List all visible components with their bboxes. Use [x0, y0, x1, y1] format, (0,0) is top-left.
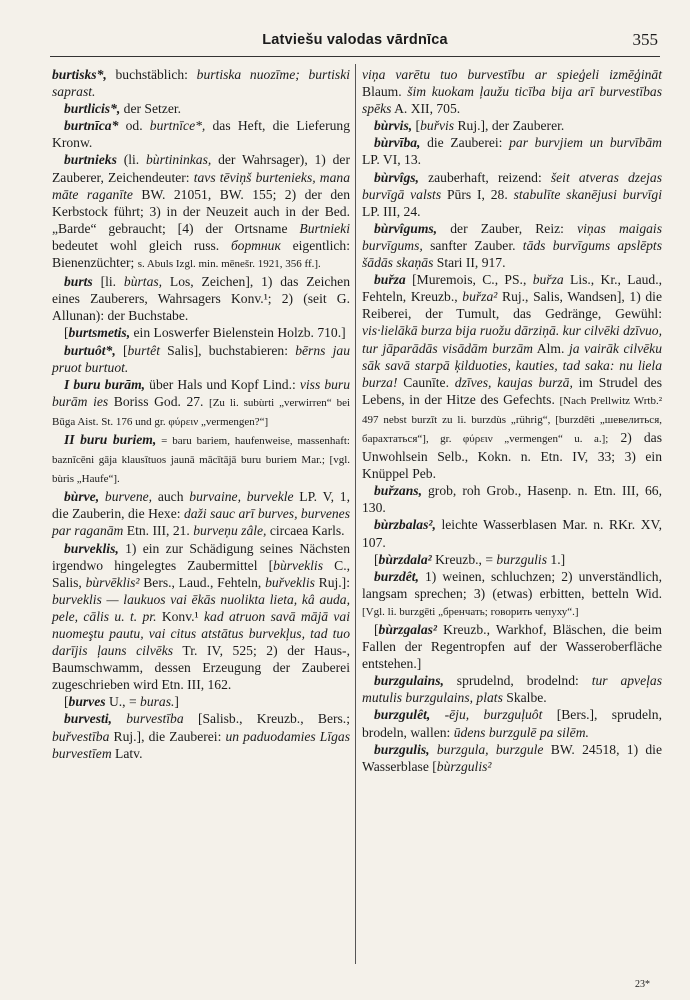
entry-headword: burzdêt, [374, 568, 419, 584]
entry-text: Kreuzb., Warkhof, Bläschen, die beim Fallen der Regentropfen auf der Wasseroberfläche entstehen.] [362, 622, 662, 672]
entry-headword: I buru burām, [64, 376, 146, 392]
entry-text: circaea Karls. [266, 523, 345, 539]
entry-text: [ [412, 118, 421, 134]
dictionary-entry [52, 540, 350, 694]
entry-headword: bùrzgalas² [378, 622, 438, 637]
entry-text: [Muremois, C., PS., [405, 272, 533, 288]
entry-headword: bùrzdala² [378, 551, 432, 567]
entry-text: auch [152, 489, 190, 505]
entry-text: [ [64, 694, 69, 710]
entry-text: Lis., Kr., Laud., Fehteln, Kreuzb., [362, 272, 663, 305]
entry-headword: burves [68, 694, 106, 710]
entry-text: BW. 21051, BW. 155; 2) der den Kerbstock führt; 3) in der Neuzeit auch in der Bed. „Barde“ gebraucht; [4) der Ortsname [52, 186, 350, 236]
entry-example: par burvjiem un burvībām [509, 135, 662, 151]
entry-text: Kreuzb., = [431, 551, 497, 567]
entry-example: buras. [140, 694, 175, 710]
entry-example: viss buru burām ies [52, 376, 350, 409]
entry-text: Los, Zeichen], 1) das Zeichen eines Zauberers, Wahrsagers Konv.¹; 2) (seit G. Allunan): der Buchstabe. [52, 274, 351, 324]
entry-headword: bùrzbalas², [374, 517, 436, 533]
dictionary-entry [52, 710, 350, 761]
entry-text [430, 707, 444, 722]
signature-mark: 23* [635, 979, 650, 990]
entry-headword: burtnīca* [64, 118, 119, 134]
dictionary-entry [362, 741, 662, 775]
dictionary-entry [362, 117, 662, 134]
entry-example: burvaine, burvekle [189, 489, 294, 505]
page-number: 355 [632, 30, 658, 49]
dictionary-entry [362, 706, 662, 740]
entry-example: ūdens burzgulē pa silēm. [453, 724, 589, 740]
entry-headword: bùrvība, [374, 135, 421, 151]
column-divider [355, 64, 356, 964]
dictionary-entry [52, 117, 350, 151]
right-column [362, 66, 662, 775]
entry-example: bērns jau pruot burtuot. [52, 342, 350, 375]
entry-text: der Wahrsager), 1) der Zauberer, Zeichendeuter: [52, 152, 350, 185]
entry-text: Salis], buchstabieren: [159, 342, 296, 358]
entry-example: viņas maigais burvīgums, [362, 220, 662, 253]
entry-example: buřvestība [52, 728, 110, 744]
entry-text: ein Loswerfer Bielenstein Holzb. 710.] [130, 325, 346, 341]
entry-text: bedeutet wohl gleich russ. [52, 237, 232, 253]
entry-example: tur apveļas mutulis burzgulains, plats [362, 673, 662, 706]
entry-example: burtêt [127, 342, 160, 358]
entry-headword: burtisks*, [52, 67, 107, 82]
entry-text: Stari II, 917. [433, 255, 506, 271]
entry-headword: bùrvis, [374, 118, 413, 134]
entry-text: LP. VI, 13. [362, 152, 422, 168]
entry-text: Boriss God. 27. [108, 393, 210, 409]
entry-text: [li. [92, 274, 124, 290]
entry-example: tāds burvīgums apslēpts šādās skaņās [362, 237, 662, 271]
entry-headword: bùrvîgums, [374, 220, 438, 236]
entry-example: bùrvēklis² [85, 574, 140, 590]
entry-text: Ruj.]: [314, 574, 350, 590]
entry-example: buřvis [420, 118, 455, 134]
entry-example: daži sauc arī burves, burvenes par raganām [52, 506, 351, 539]
entry-text: grob, roh Grob., Hasenp. n. Etn. III, 66, 130. [362, 483, 662, 516]
entry-note: [Vgl. li. burzgēti „бренчать; говорить чепуху“.] [362, 605, 579, 618]
entry-note: = baru bariem, haufenweise, massenhaft: baznīcēni gāja klausītuos jaunā mācītājā buru buriem Mar.; [vgl. bùris „Haufe“]. [52, 434, 350, 486]
dictionary-entry [52, 151, 350, 273]
entry-text: C., Salis, [52, 557, 351, 590]
dictionary-entry [52, 342, 350, 376]
entry-text: 1.] [547, 551, 566, 567]
dictionary-entry [362, 169, 662, 220]
entry-text: Blaum. [362, 84, 408, 100]
entry-text: Pūrs I, 28. [441, 186, 514, 202]
entry-example: burtnīce*, [149, 118, 206, 134]
entry-example: bùrtininkas, [145, 152, 212, 168]
entry-text: die Zauberei: [420, 135, 510, 151]
entry-example: buřveklis [265, 574, 315, 590]
dictionary-entry [52, 376, 350, 431]
dictionary-entry [52, 273, 350, 324]
dictionary-entry [362, 220, 662, 271]
entry-text: der Setzer. [120, 101, 182, 117]
dictionary-entry [52, 324, 350, 341]
entry-text: buchstäblich: [106, 67, 197, 82]
entry-text: [Salisb., Kreuzb., Bers.; [183, 711, 350, 727]
entry-text: Tr. IV, 525; 2) der Haus-, Baumschwamm, dessen Erzeugung der Zauberei zugeschrieben wird Etn. III, 162. [52, 643, 350, 693]
entry-example: ja vairāk cilvēku sāk savā starpā ķilduoties, kauties, tad saka: nu liela burza! [362, 340, 662, 390]
left-column [52, 66, 350, 762]
page-header [50, 30, 660, 57]
dictionary-entry [362, 568, 662, 621]
dictionary-entry [52, 66, 350, 100]
entry-example: stabulīte skanējusi burvīgi [513, 186, 662, 202]
entry-note: [Zu li. subùrti „verwirren“ bei Būga Aist. St. 176 und gr. φύρειν „vermengen?“] [52, 396, 351, 428]
entry-text: [Bers.], sprudeln, brodeln, wallen: [362, 707, 662, 740]
entry-headword: burtuôt*, [64, 342, 116, 358]
entry-text: LP. V, 1, die Zauberin, die Hexe: [52, 489, 350, 522]
entry-example: tavs tēviņš burtenieks, mana māte raganīte [52, 169, 350, 202]
entry-text: leichte Wasserblasen Mar. n. RKr. XV, 107. [362, 517, 662, 550]
dictionary-entry [362, 516, 662, 550]
entry-text: [ [374, 551, 379, 567]
entry-example: burzgulis [496, 551, 548, 567]
entry-text: Skalbe. [502, 690, 547, 706]
dictionary-entry [52, 100, 350, 117]
dictionary-entry [52, 431, 350, 488]
entry-example: un paduodamies Līgas burvestīem [52, 728, 350, 761]
entry-headword: burtsmetis, [68, 325, 131, 341]
entry-example: burtiska nuozīme; burtiski saprast. [52, 67, 351, 100]
entry-example: bùrtas, [123, 274, 163, 290]
entry-example: burveņu zâle, [193, 523, 267, 539]
entry-text: [ [374, 622, 379, 637]
entry-note: s. Abuls Izgl. min. mēnešr. 1921, 356 ff.]. [137, 258, 321, 271]
entry-example: dzīves, kaujas burzā, [454, 374, 573, 390]
entry-text: 1) weinen, schluchzen; 2) unverständlich, langsam sprechen; 3) (etwas) erbitten, betteln Wid. [362, 568, 662, 601]
entry-example: bùrveklis [273, 557, 323, 573]
dictionary-entry [362, 134, 662, 168]
entry-text: sanfter Zauber. [422, 237, 523, 253]
entry-text: Latv. [111, 745, 143, 761]
entry-headword: buřza [374, 272, 406, 288]
entry-text: der Zauber, Reiz: [437, 220, 578, 236]
entry-example: šim kuokam ļaužu ticība bija arī burvestības spēks [362, 84, 663, 117]
entry-example: burvestība [111, 711, 184, 727]
entry-text: 1) ein zur Schädigung seines Nächsten irgendwo hingelegtes Zaubermittel [ [52, 540, 350, 573]
entry-example: -ēju, burzguļuôt [444, 707, 543, 723]
entry-text: Konv.¹ [156, 608, 204, 624]
entry-text: 2) das Unwohlsein Selb., Kokn. n. Etn. IV, 33; 3) ein Knüppel Peb. [362, 429, 662, 482]
entry-text: BW. 24518, 1) die Wasserblase [ [362, 741, 662, 774]
entry-text: im Strudel des Lebens, in der Hitze des Gefechts. [362, 374, 662, 407]
dictionary-entry [362, 482, 662, 516]
entry-headword: bùrvîgs, [374, 169, 419, 185]
entry-example: buřza [532, 272, 564, 288]
dictionary-entry [362, 621, 662, 672]
dictionary-entry [52, 693, 350, 710]
dictionary-entry [362, 551, 662, 568]
entry-text: eigentlich: Bienenzüchter; [52, 237, 351, 271]
entry-example: vis·lielākā burza bija ruožu dārziņā. kur cilvēki dzīvuo, tur jāparādās visādām burzām [362, 323, 662, 356]
entry-example: burveklis — laukuos vai ēkās nuolikta lieta, kâ auda, pele, cālis u. t. pr. [52, 591, 350, 624]
entry-example: Burtnieki [299, 220, 350, 236]
entry-example: viņa varētu tuo burvestību ar spieģeli izmēģināt [362, 67, 662, 82]
entry-headword: burtlicis*, [64, 101, 121, 117]
entry-text: U., = [105, 694, 141, 710]
entry-text: das Heft, die Lieferung Kronw. [52, 118, 350, 151]
entry-text: LP. III, 24. [362, 203, 421, 219]
entry-note: [Nach Prellwitz Wrtb.² 497 nebst burzīt zu li. burzdùs „rührig“, [burzdēti „шевелиться, барахтаться“], gr. φύρειν „vermengen“ u. a.]; [362, 394, 662, 445]
entry-example: šeit atveras dzejas burvīgā valsts [362, 169, 662, 202]
entry-text: sprudelnd, brodelnd: [443, 673, 592, 689]
dictionary-entry [362, 66, 662, 117]
entry-example: burvene, [104, 489, 153, 505]
entry-headword: burts [64, 274, 93, 290]
dictionary-entry [52, 488, 350, 539]
entry-headword: bùrve, [64, 489, 100, 505]
entry-text: zauberhaft, reizend: [418, 169, 551, 185]
dictionary-entry [362, 672, 662, 706]
entry-text: Caunīte. [397, 374, 455, 390]
entry-text: über Hals und Kopf Lind.: [145, 376, 300, 392]
entry-example: kad atruon savā mājā vai nuomeştu pautu, vai citus atstātus burvekļus, tad tuo darījis ļauns cilvēks [52, 608, 350, 659]
running-title: Latviešu valodas vārdnīca [262, 32, 448, 48]
entry-example: bùrzgulis² [436, 758, 492, 774]
entry-example: buřza² [462, 289, 498, 305]
entry-text: A. XII, 705. [391, 101, 461, 117]
entry-headword: II buru buriem, [64, 431, 157, 447]
entry-text: ] [174, 694, 179, 710]
entry-text: [ [115, 342, 128, 358]
entry-example: бортник [231, 237, 281, 253]
entry-headword: burveklis, [64, 540, 119, 556]
entry-headword: burzgulêt, [374, 707, 431, 723]
entry-text: Etn. III, 21. [123, 523, 194, 539]
entry-example: burzgula, burzgule [436, 741, 544, 757]
entry-text: Ruj.], die Zauberei: [109, 728, 226, 744]
entry-headword: burzgulains, [374, 673, 444, 689]
entry-headword: buřzans, [374, 483, 422, 499]
entry-text: [ [64, 325, 69, 341]
entry-text: Alm. [532, 340, 569, 356]
entry-text [430, 742, 437, 757]
dictionary-entry [362, 271, 662, 482]
entry-text: Ruj.], der Zauberer. [454, 118, 565, 134]
entry-headword: burtnieks [64, 152, 117, 168]
entry-text: (li. [116, 152, 146, 168]
entry-text: Ruj., Salis, Wandsen], 1) die Reiberei, der Tumult, das Gedränge, Gewühl: [362, 289, 662, 322]
entry-headword: burvesti, [64, 711, 112, 727]
entry-text: Bers., Laud., Fehteln, [139, 574, 266, 590]
entry-headword: burzgulis, [374, 741, 430, 757]
entry-text: od. [118, 118, 150, 134]
